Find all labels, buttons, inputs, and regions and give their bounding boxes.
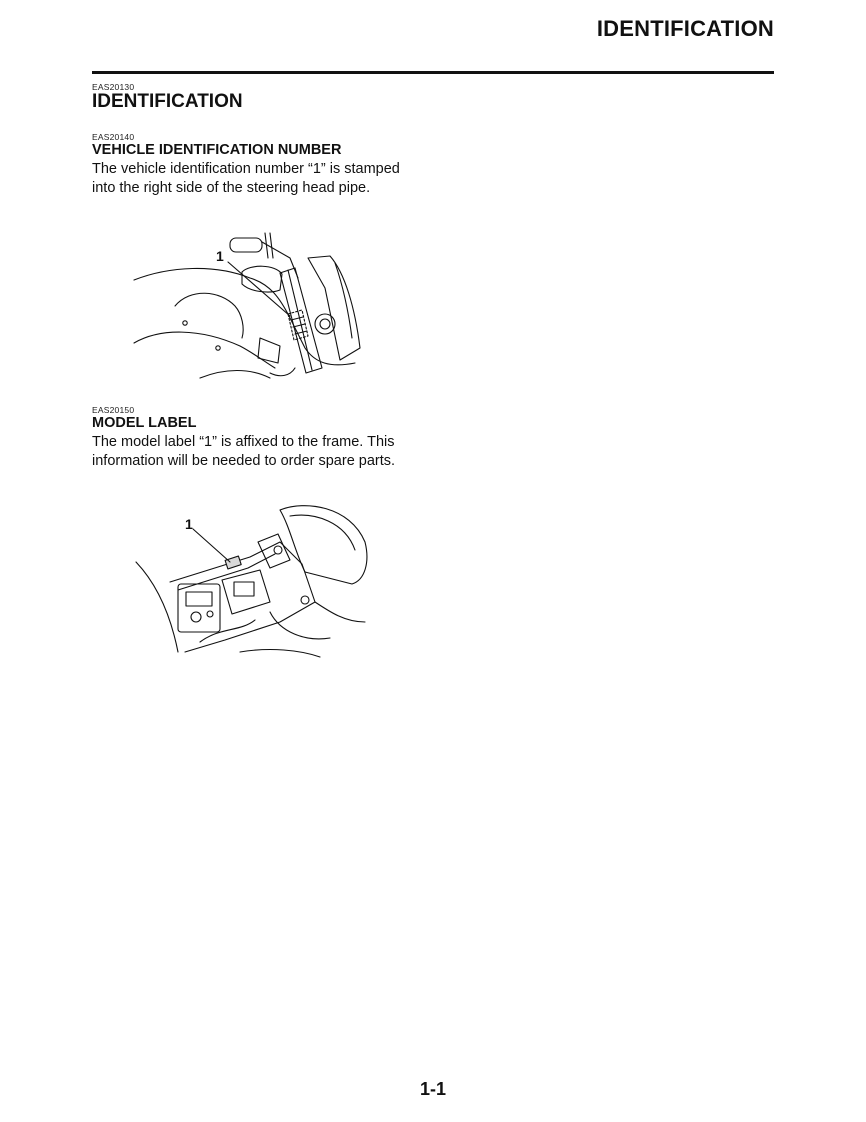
vin-title: VEHICLE IDENTIFICATION NUMBER — [92, 142, 342, 158]
model-label-description: The model label “1” is affixed to the frame. This information will be needed to order spare parts. — [92, 434, 396, 469]
section-code: EAS20130 — [92, 82, 135, 92]
page-number: 1-1 — [419, 1079, 446, 1099]
model-label-code: EAS20150 — [92, 405, 135, 415]
vin-description: The vehicle identification number “1” is stamped into the right side of the steering head pipe. — [92, 161, 400, 196]
section-title: IDENTIFICATION — [92, 91, 243, 112]
model-label-illustration — [130, 502, 375, 658]
vin-code: EAS20140 — [92, 132, 135, 142]
steering-head-illustration — [130, 228, 370, 384]
page-header-title: IDENTIFICATION — [596, 16, 774, 41]
model-label-title: MODEL LABEL — [92, 415, 197, 431]
model-label-callout-number: 1 — [185, 516, 193, 532]
vin-callout-number: 1 — [216, 248, 224, 264]
header-rule — [92, 71, 774, 74]
